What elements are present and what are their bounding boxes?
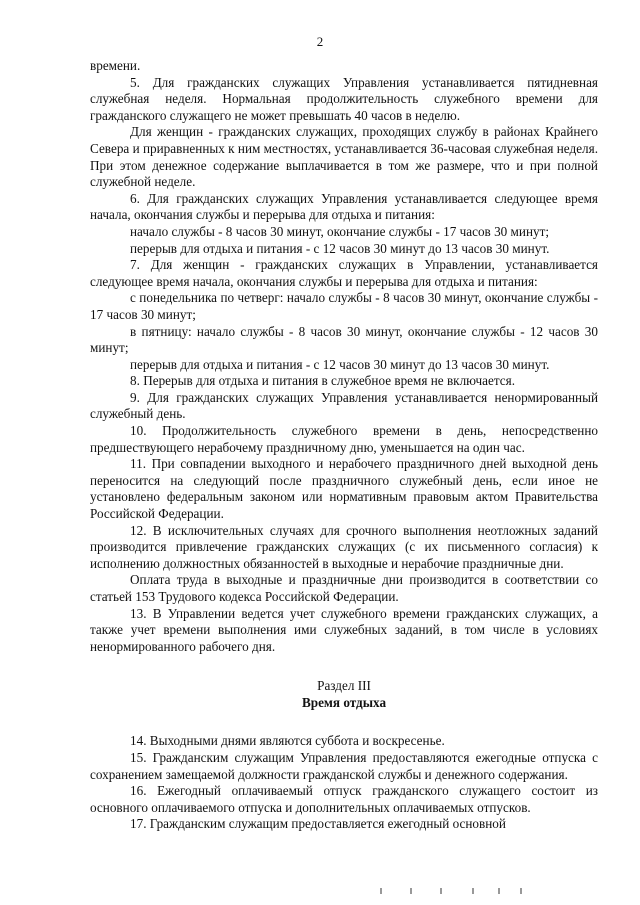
paragraphs-after-section bbox=[90, 733, 598, 833]
paragraph: 12. В исключительных случаях для срочного выполнения неотложных заданий производится привлечение гражданских служащих (с их письменного согласия) к исполнению должностных обязанностей в выходные и нерабочие праздничные дни. bbox=[90, 522, 598, 571]
paragraph: начало службы - 8 часов 30 минут, окончание службы - 17 часов 30 минут; bbox=[130, 223, 550, 239]
paragraph: Оплата труда в выходные и праздничные дни производится в соответствии со статьей 153 Трудового кодекса Российской Федерации. bbox=[90, 572, 598, 604]
paragraph: 11. При совпадении выходного и нерабочего праздничного дней выходной день переносится на следующий после праздничного служебный день, если иное не установлено федеральным законом или нормативным правовым актом Правительства Российской Федерации. bbox=[90, 456, 598, 522]
paragraph: 16. Ежегодный оплачиваемый отпуск гражданского служащего состоит из основного оплачиваемого отпуска и дополнительных оплачиваемых отпусков. bbox=[90, 783, 598, 815]
paragraph: 13. В Управлении ведется учет служебного времени гражданских служащих, а также учет времени выполнения ими служебных заданий, в том числе в условиях ненормированного рабочего дня. bbox=[90, 605, 598, 654]
paragraphs-before-section bbox=[90, 58, 598, 655]
paragraph: перерыв для отдыха и питания - с 12 часов 30 минут до 13 часов 30 минут. bbox=[130, 356, 550, 372]
document-body bbox=[90, 58, 598, 833]
paragraph: 10. Продолжительность служебного времени в день, непосредственно предшествующего нерабочему праздничному дню, уменьшается на один час. bbox=[90, 423, 598, 455]
paragraph: 14. Выходными днями являются суббота и воскресенье. bbox=[130, 733, 445, 749]
paragraph: 17. Гражданским служащим предоставляется ежегодный основной bbox=[130, 816, 506, 832]
section-label: Раздел III bbox=[317, 678, 371, 694]
scan-artifact-marks bbox=[380, 888, 530, 898]
paragraph: в пятницу: начало службы - 8 часов 30 минут, окончание службы - 12 часов 30 минут; bbox=[90, 323, 598, 356]
paragraph: 8. Перерыв для отдыха и питания в служебное время не включается. bbox=[130, 373, 515, 389]
paragraph: 15. Гражданским служащим Управления предоставляются ежегодные отпуска с сохранением замещаемой должности гражданской службы и денежного содержания. bbox=[90, 749, 598, 782]
paragraph: Для женщин - гражданских служащих, проходящих службу в районах Крайнего Севера и приравненных к ним местностях, устанавливается 36-часовая служебная неделя. При этом денежное содержание выплачивается в том же размере, что и при полной служебной неделе. bbox=[90, 124, 598, 190]
paragraph: 9. Для гражданских служащих Управления устанавливается ненормированный служебный день. bbox=[90, 389, 598, 422]
paragraph: 5. Для гражданских служащих Управления устанавливается пятидневная служебная неделя. Нормальная продолжительность служебного времени для гражданского служащего не может превышать 40 часов в неделю. bbox=[90, 74, 598, 123]
section-title: Время отдыха bbox=[301, 695, 387, 711]
paragraph: с понедельника по четверг: начало службы - 8 часов 30 минут, окончание службы - 17 часов 30 минут; bbox=[90, 290, 598, 322]
page-number: 2 bbox=[316, 34, 324, 49]
paragraph: 7. Для женщин - гражданских служащих в Управлении, устанавливается следующее время начала, окончания службы и перерыва для отдыха и питания: bbox=[90, 257, 598, 289]
paragraph: перерыв для отдыха и питания - с 12 часов 30 минут до 13 часов 30 минут. bbox=[130, 240, 550, 256]
section-heading bbox=[90, 677, 598, 711]
paragraph: времени. bbox=[90, 58, 141, 73]
paragraph: 6. Для гражданских служащих Управления устанавливается следующее время начала, окончания службы и перерыва для отдыха и питания: bbox=[90, 190, 598, 223]
